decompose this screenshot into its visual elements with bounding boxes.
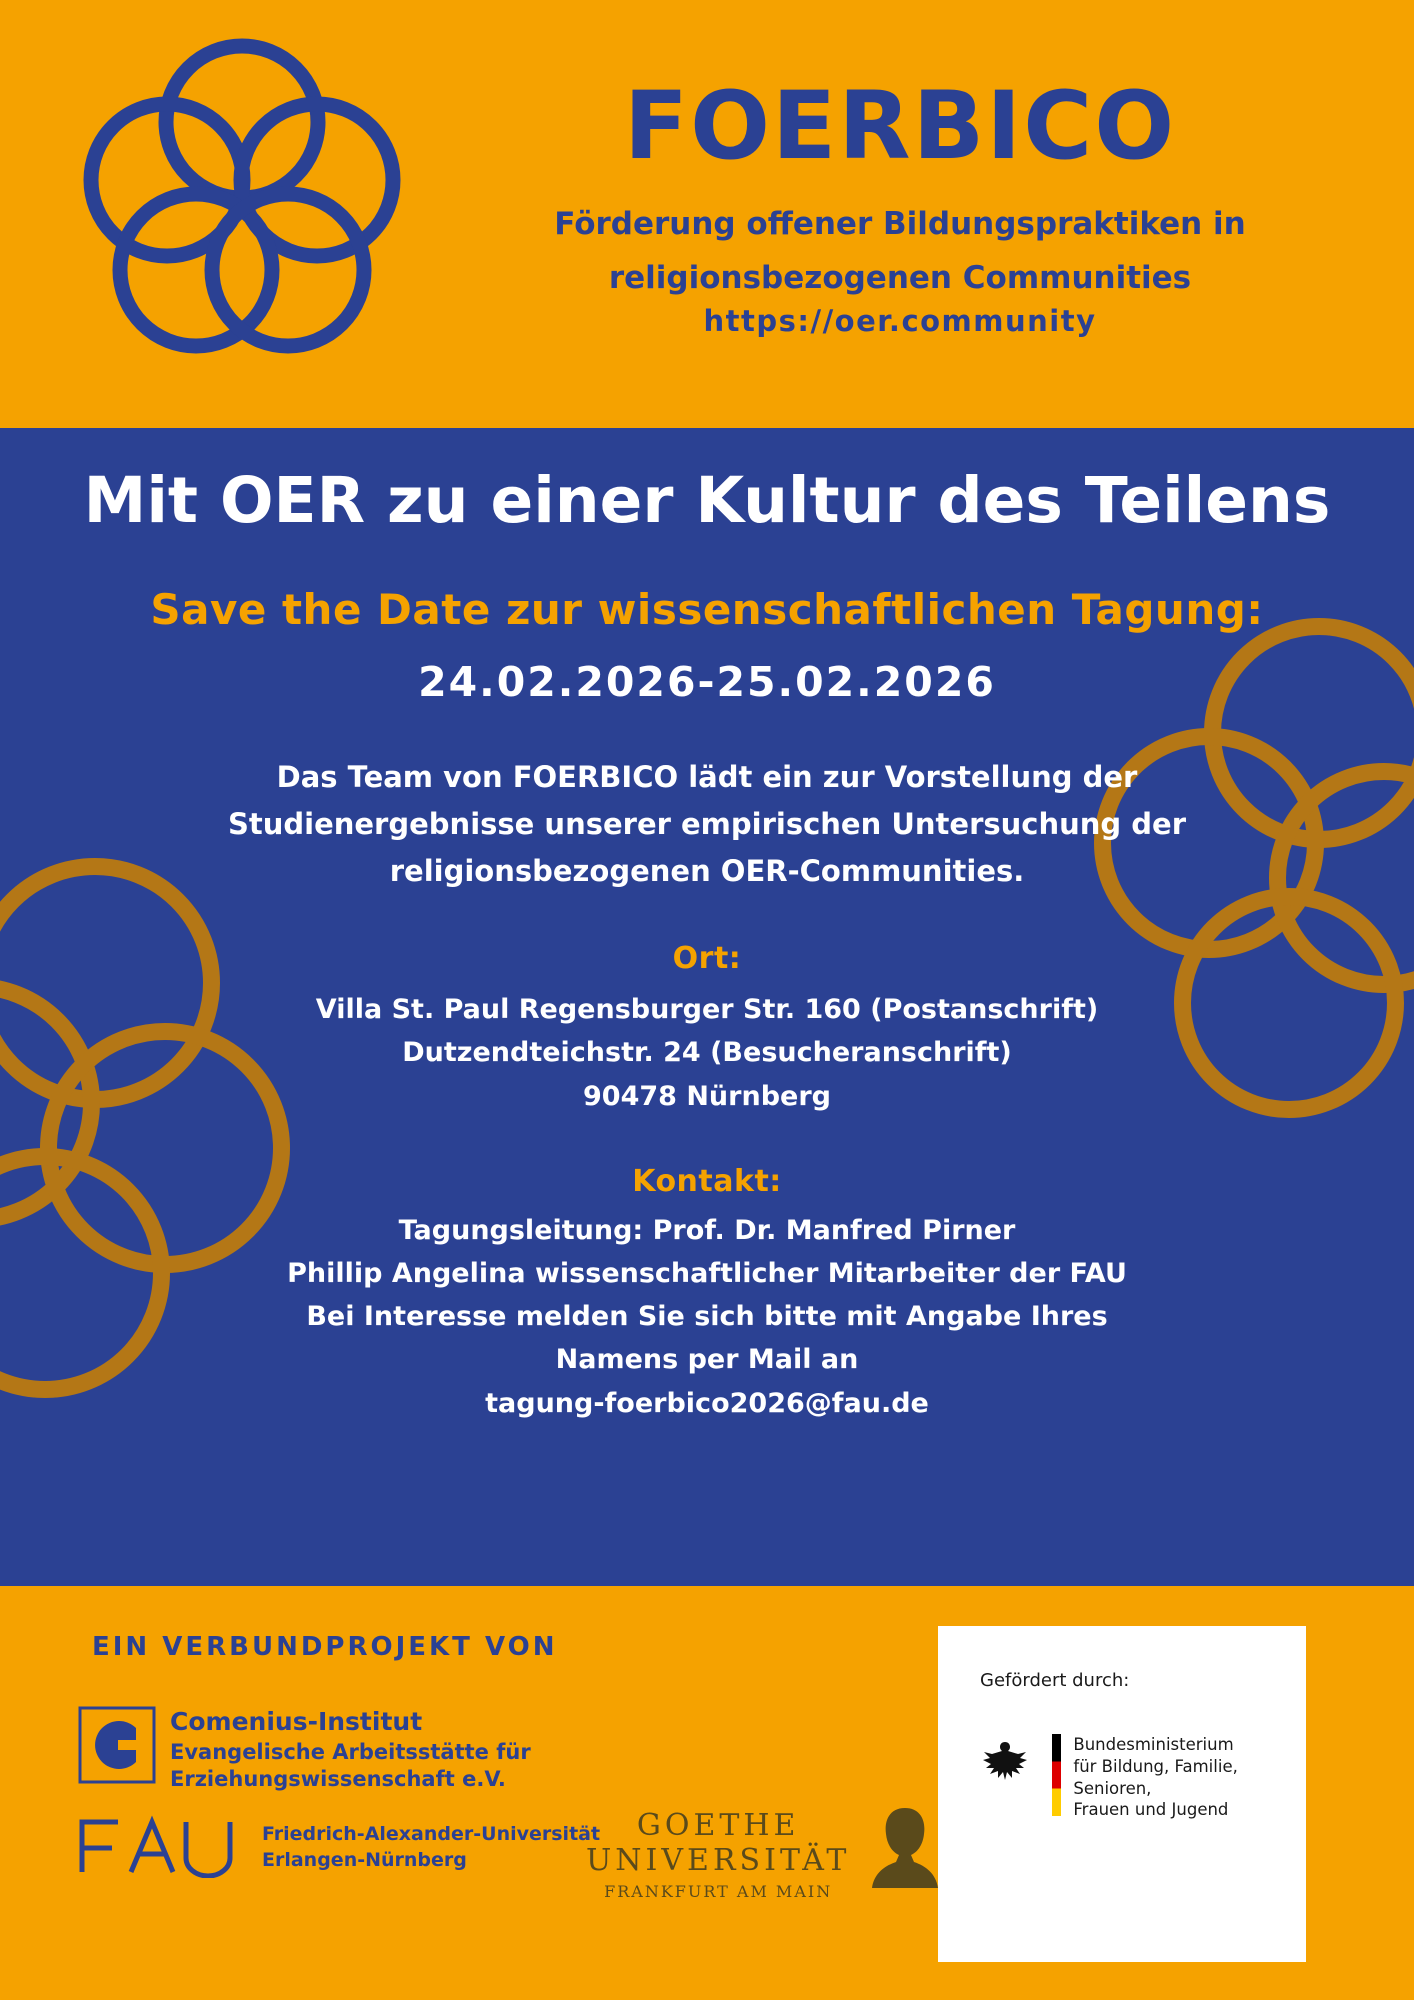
fau-text [262, 1822, 600, 1873]
comenius-c-logo [78, 1706, 156, 1788]
funding-badge [938, 1626, 1306, 1962]
brand-subtitle-line1: Förderung offener Bildungspraktiken in [554, 206, 1246, 242]
intro-paragraph [197, 754, 1217, 895]
contact-email[interactable]: tagung-foerbico2026@fau.de [485, 1387, 929, 1419]
poster-main [0, 428, 1414, 1586]
goethe-line-1: GOETHE [636, 1808, 800, 1843]
ministry-block [978, 1734, 1306, 1821]
intro-line-3: religionsbezogenen OER-Communities. [389, 854, 1025, 889]
fau-wordmark-logo [74, 1814, 244, 1882]
contact-details [0, 1209, 1414, 1425]
contact-line-1: Tagungsleitung: Prof. Dr. Manfred Pirner [398, 1214, 1016, 1246]
comenius-institut-logo-block [78, 1706, 531, 1793]
event-dates: 24.02.2026-25.02.2026 [418, 658, 996, 707]
goethe-line-2: UNIVERSITÄT [586, 1843, 851, 1879]
ministry-name [1073, 1734, 1306, 1821]
goethe-portrait-logo [866, 1800, 944, 1896]
fau-line-2: Erlangen-Nürnberg [262, 1849, 467, 1871]
goethe-university-logo-block [586, 1808, 944, 1902]
brand-title: FOERBICO [623, 72, 1177, 181]
address-line-1: Villa St. Paul Regensburger Str. 160 (Postanschrift) [315, 994, 1099, 1026]
ministry-line-1: Bundesministerium [1073, 1735, 1234, 1754]
address-line-2: Dutzendteichstr. 24 (Besucheranschrift) [402, 1037, 1012, 1069]
brand-subtitle-line2: religionsbezogenen Communities [608, 260, 1192, 297]
ministry-line-2: für Bildung, Familie, Senioren, [1073, 1756, 1238, 1798]
partners-heading: EIN VERBUNDPROJEKT VON [92, 1632, 558, 1662]
location-address [0, 988, 1414, 1118]
comenius-line-2: Evangelische Arbeitsstätte für [170, 1739, 531, 1764]
comenius-line-3: Erziehungswissenschaft e.V. [170, 1766, 506, 1791]
location-label: Ort: [672, 941, 742, 977]
poster-header [0, 0, 1414, 428]
contact-line-3: Bei Interesse melden Sie sich bitte mit Angabe Ihres [306, 1301, 1108, 1333]
goethe-text [586, 1808, 850, 1902]
main-content [0, 428, 1414, 1425]
intro-line-1: Das Team von FOERBICO lädt ein zur Vorstellung der [276, 760, 1138, 795]
contact-line-2: Phillip Angelina wissenschaftlicher Mitarbeiter der FAU [287, 1257, 1127, 1289]
contact-label: Kontakt: [632, 1163, 782, 1199]
fau-logo-block [74, 1814, 600, 1882]
funded-by-label: Gefördert durch: [980, 1670, 1130, 1691]
fau-line-1: Friedrich-Alexander-Universität [262, 1823, 601, 1846]
address-line-3: 90478 Nürnberg [583, 1080, 831, 1112]
contact-line-4: Namens per Mail an [555, 1344, 859, 1376]
poster-footer [0, 1586, 1414, 2000]
page-title: Mit OER zu einer Kultur des Teilens [83, 464, 1331, 537]
project-url[interactable]: https://oer.community [703, 304, 1097, 339]
ministry-line-3: Frauen und Jugend [1073, 1800, 1229, 1820]
five-circle-flower-logo [82, 22, 402, 402]
comenius-name: Comenius-Institut [170, 1707, 423, 1736]
header-text-block [420, 72, 1380, 339]
intro-line-2: Studienergebnisse unserer empirischen Untersuchung der [227, 807, 1186, 842]
bundesadler-icon [978, 1734, 1032, 1821]
german-flag-icon [1052, 1734, 1061, 1816]
comenius-text [170, 1706, 531, 1793]
save-the-date-label: Save the Date zur wissenschaftlichen Tagung: [150, 585, 1264, 635]
goethe-line-3: FRANKFURT AM MAIN [604, 1881, 833, 1901]
